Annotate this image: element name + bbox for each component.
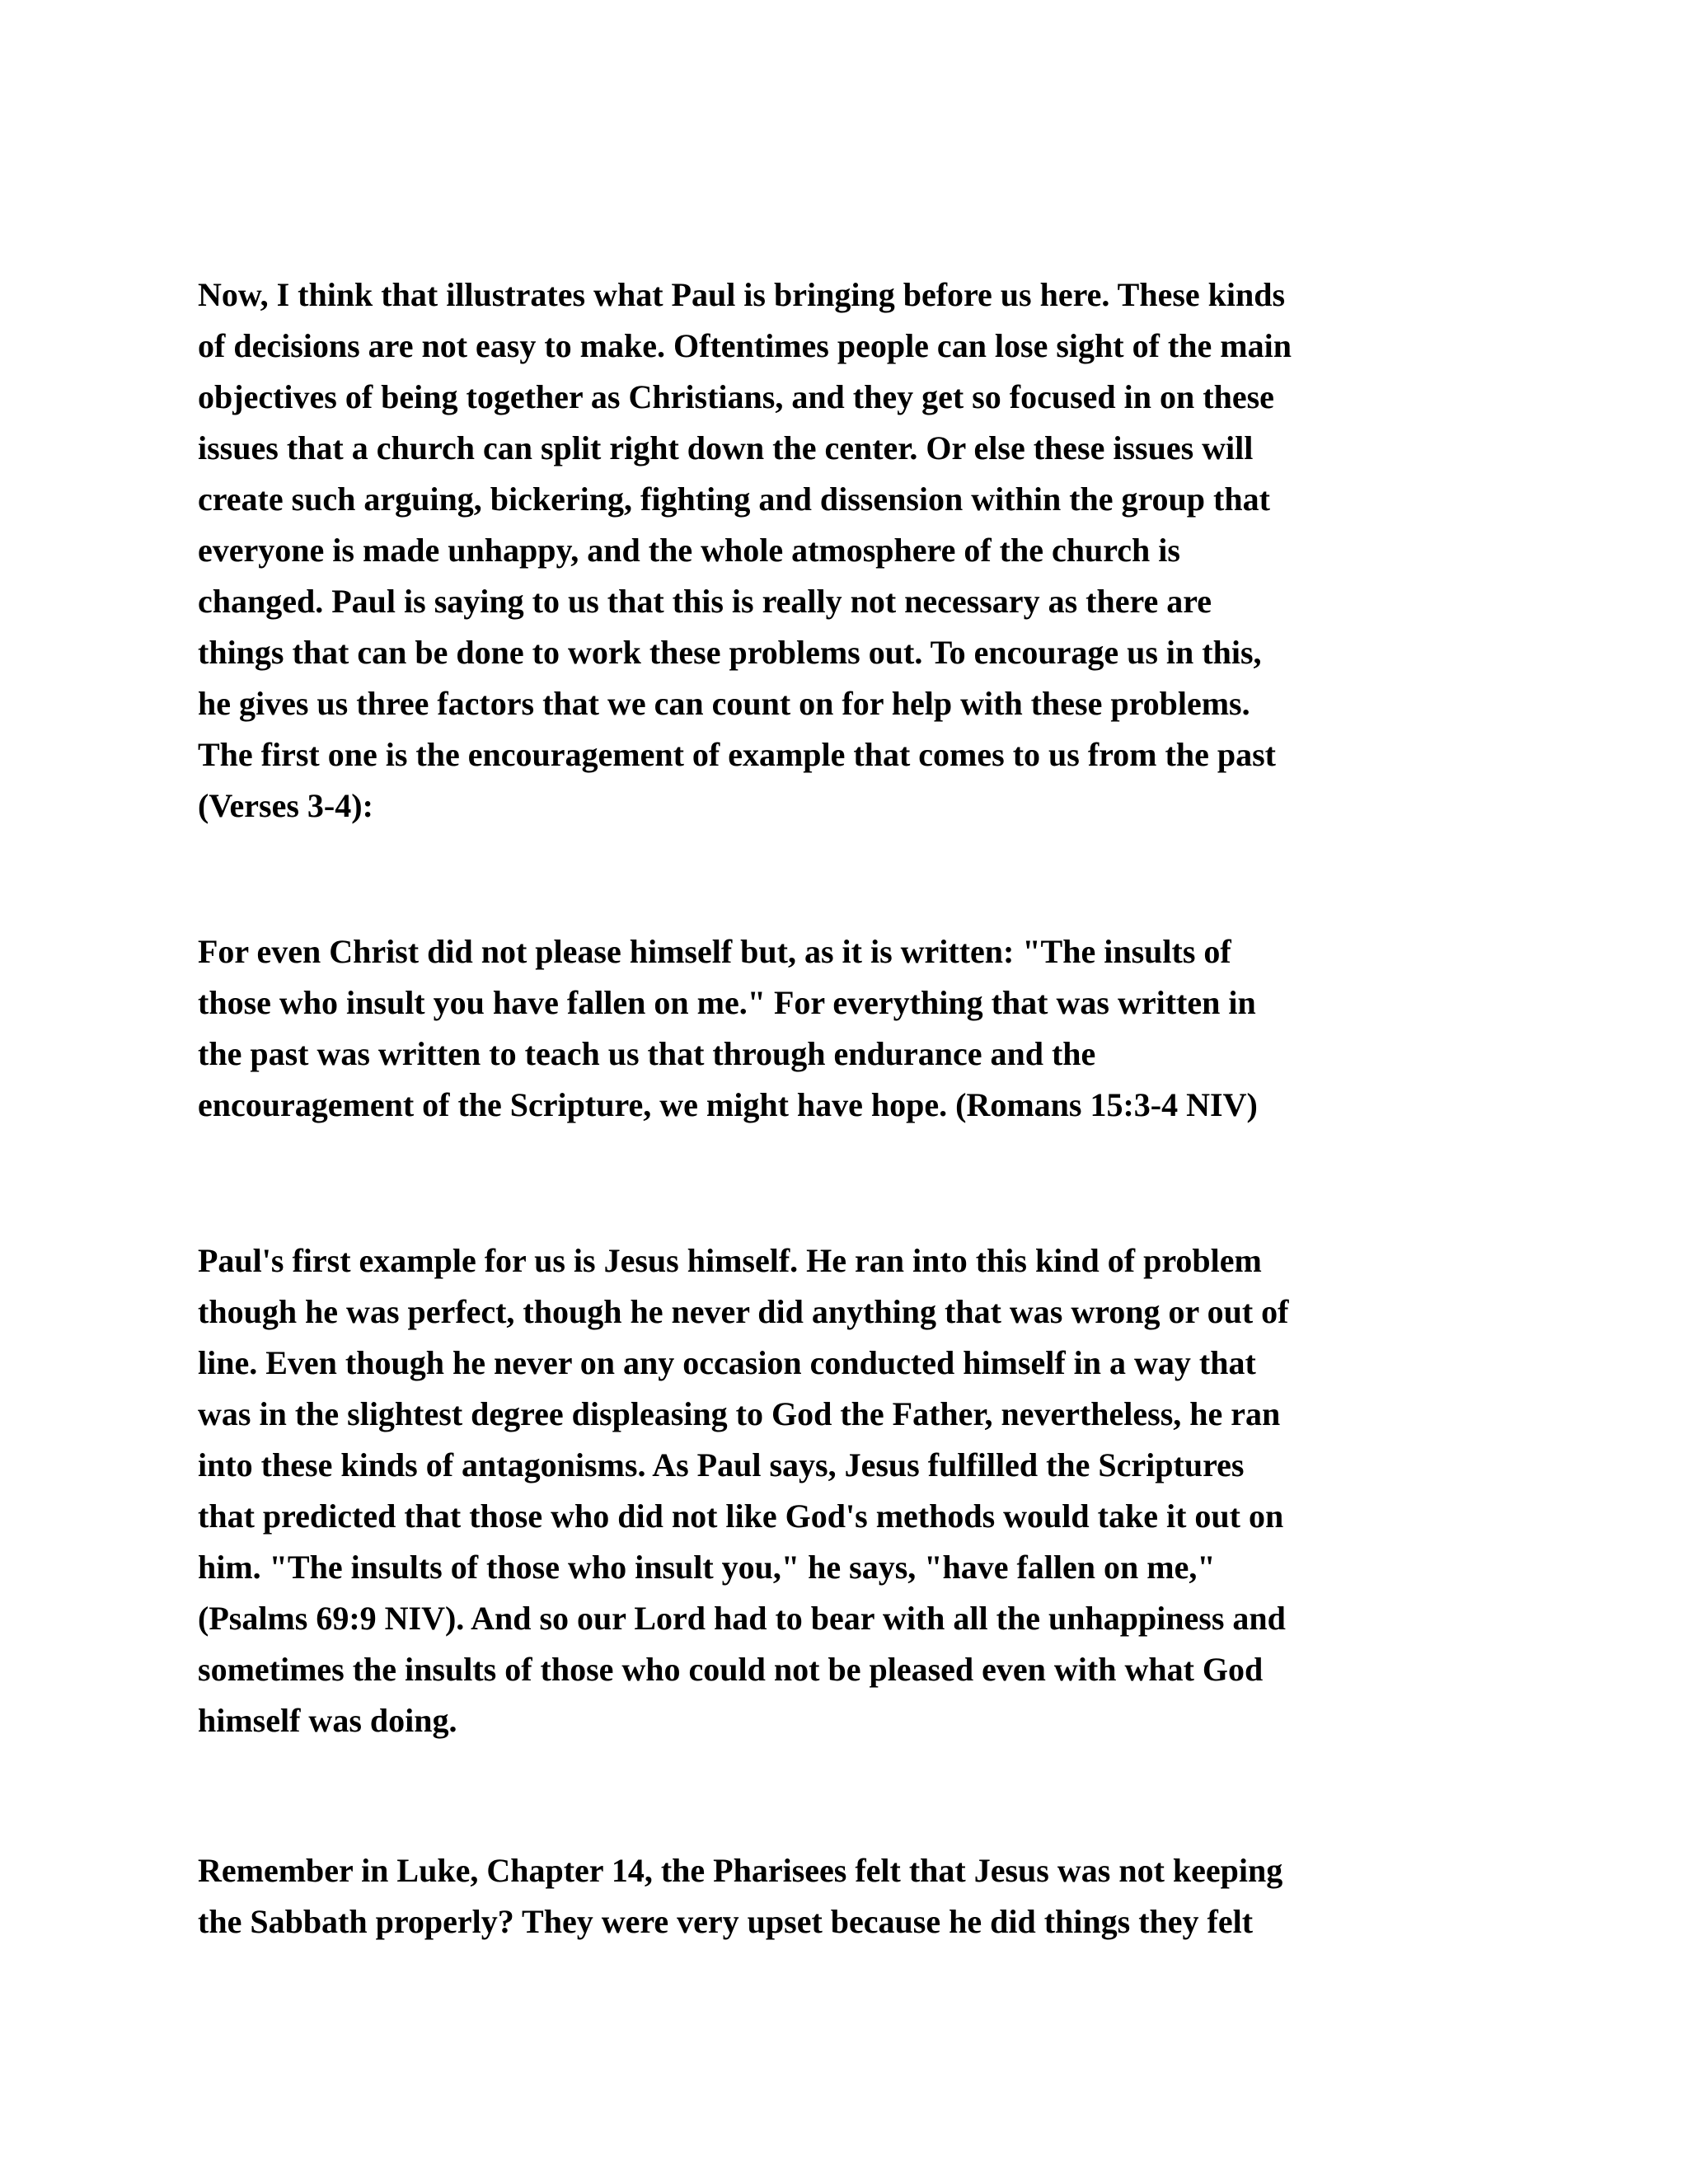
text-line: he gives us three factors that we can count on for help with these problems.	[198, 685, 1250, 722]
text-line: was in the slightest degree displeasing to God the Father, nevertheless, he ran	[198, 1395, 1281, 1432]
text-line: For even Christ did not please himself but, as it is written: "The insults of	[198, 933, 1231, 970]
text-line: (Verses 3-4):	[198, 787, 373, 824]
text-line: Paul's first example for us is Jesus himself. He ran into this kind of problem	[198, 1242, 1262, 1279]
text-line: objectives of being together as Christians, and they get so focused in on these	[198, 378, 1274, 415]
text-line: him. "The insults of those who insult you," he says, "have fallen on me,"	[198, 1549, 1216, 1586]
text-line: himself was doing.	[198, 1702, 457, 1739]
text-line: create such arguing, bickering, fighting and dissension within the group that	[198, 480, 1270, 518]
text-line: things that can be done to work these problems out. To encourage us in this,	[198, 634, 1262, 671]
text-line: into these kinds of antagonisms. As Paul says, Jesus fulfilled the Scriptures	[198, 1446, 1245, 1483]
text-line: The first one is the encouragement of example that comes to us from the past	[198, 736, 1276, 773]
text-line: everyone is made unhappy, and the whole atmosphere of the church is	[198, 532, 1180, 569]
text-line: the Sabbath properly? They were very upset because he did things they felt	[198, 1903, 1254, 1940]
text-line: Remember in Luke, Chapter 14, the Pharisees felt that Jesus was not keeping	[198, 1852, 1283, 1889]
text-line: line. Even though he never on any occasion conducted himself in a way that	[198, 1344, 1256, 1381]
text-line: those who insult you have fallen on me." For everything that was written in	[198, 984, 1256, 1021]
text-line: changed. Paul is saying to us that this is really not necessary as there are	[198, 583, 1212, 620]
text-line: of decisions are not easy to make. Oftentimes people can lose sight of the main	[198, 327, 1292, 364]
text-line: though he was perfect, though he never did anything that was wrong or out of	[198, 1293, 1289, 1330]
text-line: issues that a church can split right down the center. Or else these issues will	[198, 429, 1254, 466]
text-line: encouragement of the Scripture, we might have hope. (Romans 15:3-4 NIV)	[198, 1086, 1258, 1123]
text-line: that predicted that those who did not like God's methods would take it out on	[198, 1497, 1284, 1535]
text-line: sometimes the insults of those who could not be pleased even with what God	[198, 1651, 1264, 1688]
text-line: Now, I think that illustrates what Paul is bringing before us here. These kinds	[198, 276, 1286, 313]
text-line: the past was written to teach us that through endurance and the	[198, 1035, 1096, 1072]
text-line: (Psalms 69:9 NIV). And so our Lord had to bear with all the unhappiness and	[198, 1600, 1286, 1637]
